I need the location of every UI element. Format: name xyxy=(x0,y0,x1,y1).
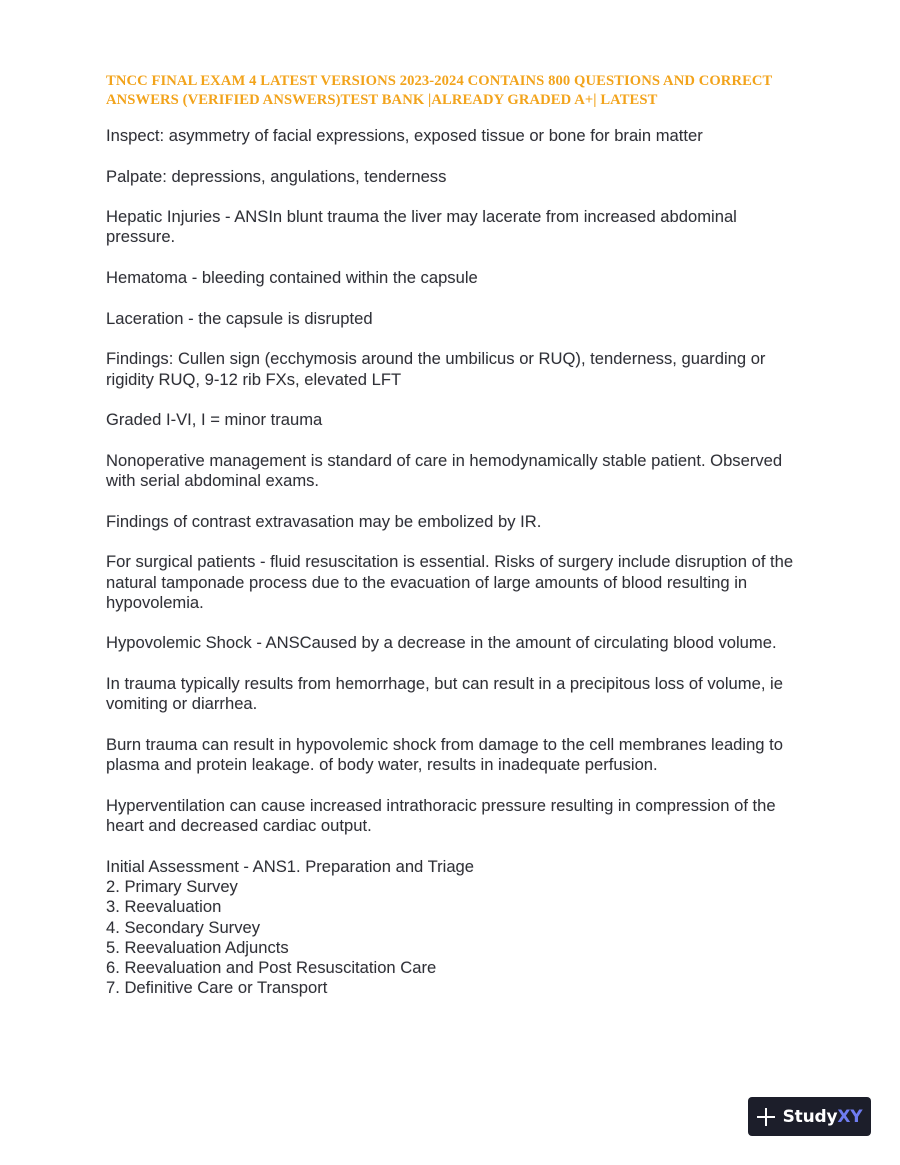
studyxy-logo xyxy=(748,1097,871,1136)
list-item: 7. Definitive Care or Transport xyxy=(106,978,328,998)
list-item: 5. Reevaluation Adjuncts xyxy=(106,937,289,957)
list-item: 2. Primary Survey xyxy=(106,876,238,896)
plus-icon xyxy=(757,1108,775,1126)
paragraph: In trauma typically results from hemorrhage, but can result in a precipitous loss of volume, ie vomiting or diarrhea. xyxy=(106,674,783,714)
paragraph: Findings of contrast extravasation may be embolized by IR. xyxy=(106,511,542,531)
paragraph: Hyperventilation can cause increased intrathoracic pressure resulting in compression of the heart and decreased cardiac output. xyxy=(106,795,776,836)
list-item: 6. Reevaluation and Post Resuscitation Care xyxy=(106,958,437,978)
logo-text-accent: XY xyxy=(837,1106,863,1127)
paragraph: Hypovolemic Shock - ANSCaused by a decrease in the amount of circulating blood volume. xyxy=(106,633,777,653)
document-title: TNCC FINAL EXAM 4 LATEST VERSIONS 2023-2024 CONTAINS 800 QUESTIONS AND CORRECT ANSWERS (VERIFIED ANSWERS)TEST BANK |ALREADY GRADED A+| LATEST xyxy=(106,73,773,108)
paragraph: Nonoperative management is standard of care in hemodynamically stable patient. Observed with serial abdominal exams. xyxy=(106,450,783,491)
paragraph: Laceration - the capsule is disrupted xyxy=(106,308,373,328)
paragraph: Hematoma - bleeding contained within the capsule xyxy=(106,268,478,288)
list-item: 3. Reevaluation xyxy=(106,897,222,917)
logo-text-main: Study xyxy=(782,1106,838,1127)
paragraph: Palpate: depressions, angulations, tenderness xyxy=(106,166,447,186)
paragraph: Findings: Cullen sign (ecchymosis around the umbilicus or RUQ), tenderness, guarding or rigidity RUQ, 9-12 rib FXs, elevated LFT xyxy=(106,349,766,389)
assessment-list xyxy=(106,857,806,999)
document-body xyxy=(106,126,806,999)
list-item: 4. Secondary Survey xyxy=(106,917,261,937)
paragraph: Inspect: asymmetry of facial expressions, exposed tissue or bone for brain matter xyxy=(106,126,703,145)
paragraph: For surgical patients - fluid resuscitation is essential. Risks of surgery include disruption of the natural tamponade process due to the evacuation of large amounts of blood resulting in hypovolemia. xyxy=(106,552,794,612)
paragraph: Hepatic Injuries - ANSIn blunt trauma the liver may lacerate from increased abdominal pressure. xyxy=(106,207,737,247)
paragraph: Graded I-VI, I = minor trauma xyxy=(106,410,323,430)
paragraph: Burn trauma can result in hypovolemic shock from damage to the cell membranes leading to plasma and protein leakage. of body water, results in inadequate perfusion. xyxy=(106,734,783,775)
list-item: Initial Assessment - ANS1. Preparation and Triage xyxy=(106,856,475,876)
